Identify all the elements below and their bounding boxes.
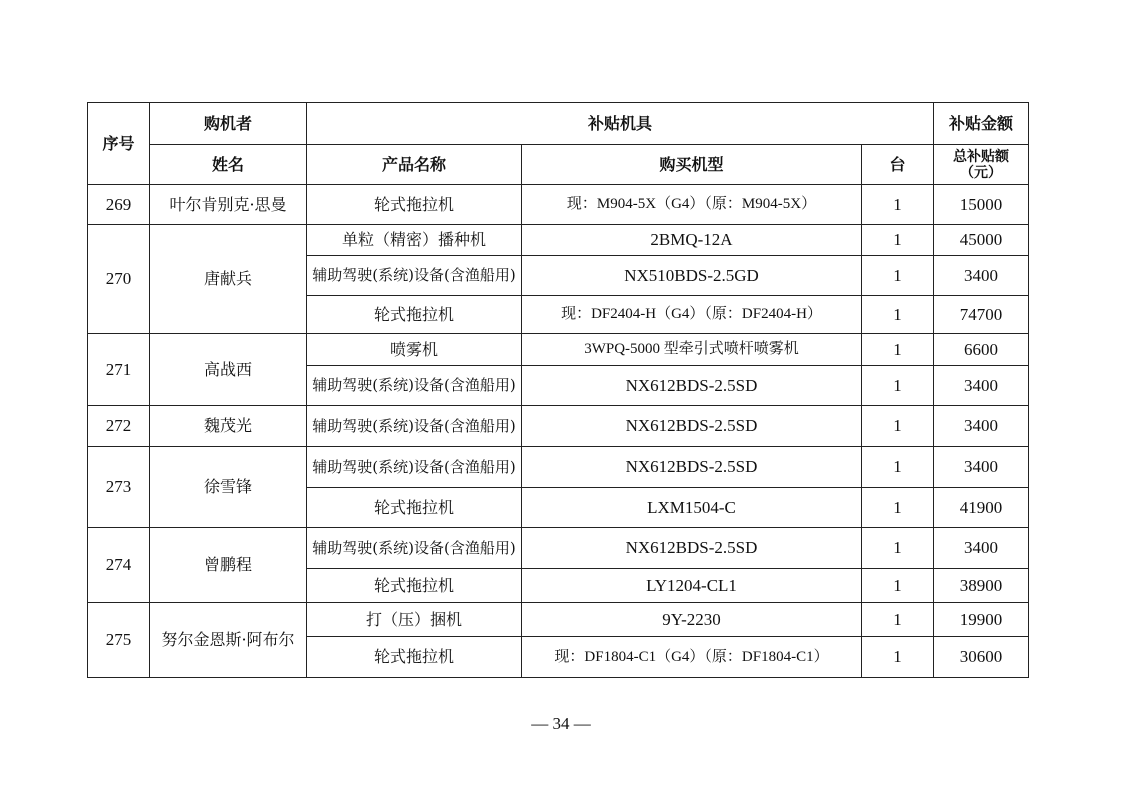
seq-cell: 272 (88, 406, 150, 447)
seq-cell: 275 (88, 603, 150, 678)
amount-cell: 3400 (934, 406, 1029, 447)
seq-cell: 270 (88, 225, 150, 334)
product-cell: 轮式拖拉机 (307, 488, 522, 528)
seq-cell: 273 (88, 447, 150, 528)
amount-cell: 3400 (934, 528, 1029, 569)
table-row (88, 603, 1029, 637)
buyer-name-cell: 努尔金恩斯·阿布尔 (150, 603, 307, 678)
model-cell: 现：M904-5X（G4）（原：M904-5X） (522, 185, 862, 225)
amount-cell: 3400 (934, 366, 1029, 406)
model-cell: NX612BDS-2.5SD (522, 447, 862, 488)
header-units: 台 (862, 145, 934, 185)
seq-cell: 274 (88, 528, 150, 603)
model-cell: NX612BDS-2.5SD (522, 406, 862, 447)
model-cell: 2BMQ-12A (522, 225, 862, 256)
units-cell: 1 (862, 225, 934, 256)
units-cell: 1 (862, 296, 934, 334)
amount-cell: 15000 (934, 185, 1029, 225)
units-cell: 1 (862, 447, 934, 488)
units-cell: 1 (862, 603, 934, 637)
units-cell: 1 (862, 569, 934, 603)
model-cell: 9Y-2230 (522, 603, 862, 637)
units-cell: 1 (862, 256, 934, 296)
page-number: — 34 — (531, 714, 591, 733)
product-cell: 辅助驾驶(系统)设备(含渔船用) (307, 528, 522, 569)
table-row (88, 406, 1029, 447)
buyer-name-cell: 叶尔肯别克·思曼 (150, 185, 307, 225)
units-cell: 1 (862, 637, 934, 678)
units-cell: 1 (862, 488, 934, 528)
buyer-name-cell: 徐雪锋 (150, 447, 307, 528)
header-amount-group: 补贴金额 (934, 103, 1029, 145)
product-cell: 辅助驾驶(系统)设备(含渔船用) (307, 447, 522, 488)
model-cell: LY1204-CL1 (522, 569, 862, 603)
units-cell: 1 (862, 366, 934, 406)
product-cell: 轮式拖拉机 (307, 185, 522, 225)
model-cell: NX510BDS-2.5GD (522, 256, 862, 296)
amount-cell: 6600 (934, 334, 1029, 366)
header-buyer-group: 购机者 (150, 103, 307, 145)
buyer-name-cell: 高战西 (150, 334, 307, 406)
header-model: 购买机型 (522, 145, 862, 185)
model-cell: LXM1504-C (522, 488, 862, 528)
header-total-amount: 总补贴额（元） (934, 145, 1029, 185)
amount-cell: 38900 (934, 569, 1029, 603)
table-row (88, 447, 1029, 488)
model-cell: NX612BDS-2.5SD (522, 528, 862, 569)
model-cell: 现：DF1804-C1（G4）（原：DF1804-C1） (522, 637, 862, 678)
buyer-name-cell: 魏茂光 (150, 406, 307, 447)
product-cell: 辅助驾驶(系统)设备(含渔船用) (307, 256, 522, 296)
product-cell: 喷雾机 (307, 334, 522, 366)
product-cell: 轮式拖拉机 (307, 569, 522, 603)
header-row-2 (88, 145, 1029, 185)
buyer-name-cell: 唐献兵 (150, 225, 307, 334)
table-row (88, 528, 1029, 569)
seq-cell: 269 (88, 185, 150, 225)
product-cell: 单粒（精密）播种机 (307, 225, 522, 256)
header-row-1 (88, 103, 1029, 145)
model-cell: NX612BDS-2.5SD (522, 366, 862, 406)
units-cell: 1 (862, 528, 934, 569)
amount-cell: 74700 (934, 296, 1029, 334)
amount-cell: 30600 (934, 637, 1029, 678)
amount-cell: 19900 (934, 603, 1029, 637)
model-cell: 现：DF2404-H（G4）（原：DF2404-H） (522, 296, 862, 334)
header-seq: 序号 (88, 103, 150, 185)
amount-cell: 45000 (934, 225, 1029, 256)
table-row (88, 225, 1029, 256)
product-cell: 辅助驾驶(系统)设备(含渔船用) (307, 406, 522, 447)
amount-cell: 3400 (934, 447, 1029, 488)
amount-cell: 3400 (934, 256, 1029, 296)
units-cell: 1 (862, 334, 934, 366)
table-row (88, 185, 1029, 225)
subsidy-table (87, 102, 1029, 678)
buyer-name-cell: 曾鹏程 (150, 528, 307, 603)
header-machine-group: 补贴机具 (307, 103, 934, 145)
product-cell: 轮式拖拉机 (307, 296, 522, 334)
units-cell: 1 (862, 185, 934, 225)
units-cell: 1 (862, 406, 934, 447)
header-product-name: 产品名称 (307, 145, 522, 185)
model-cell: 3WPQ-5000 型牵引式喷杆喷雾机 (522, 334, 862, 366)
table-row (88, 334, 1029, 366)
amount-cell: 41900 (934, 488, 1029, 528)
seq-cell: 271 (88, 334, 150, 406)
product-cell: 轮式拖拉机 (307, 637, 522, 678)
product-cell: 辅助驾驶(系统)设备(含渔船用) (307, 366, 522, 406)
product-cell: 打（压）捆机 (307, 603, 522, 637)
header-buyer-name: 姓名 (150, 145, 307, 185)
